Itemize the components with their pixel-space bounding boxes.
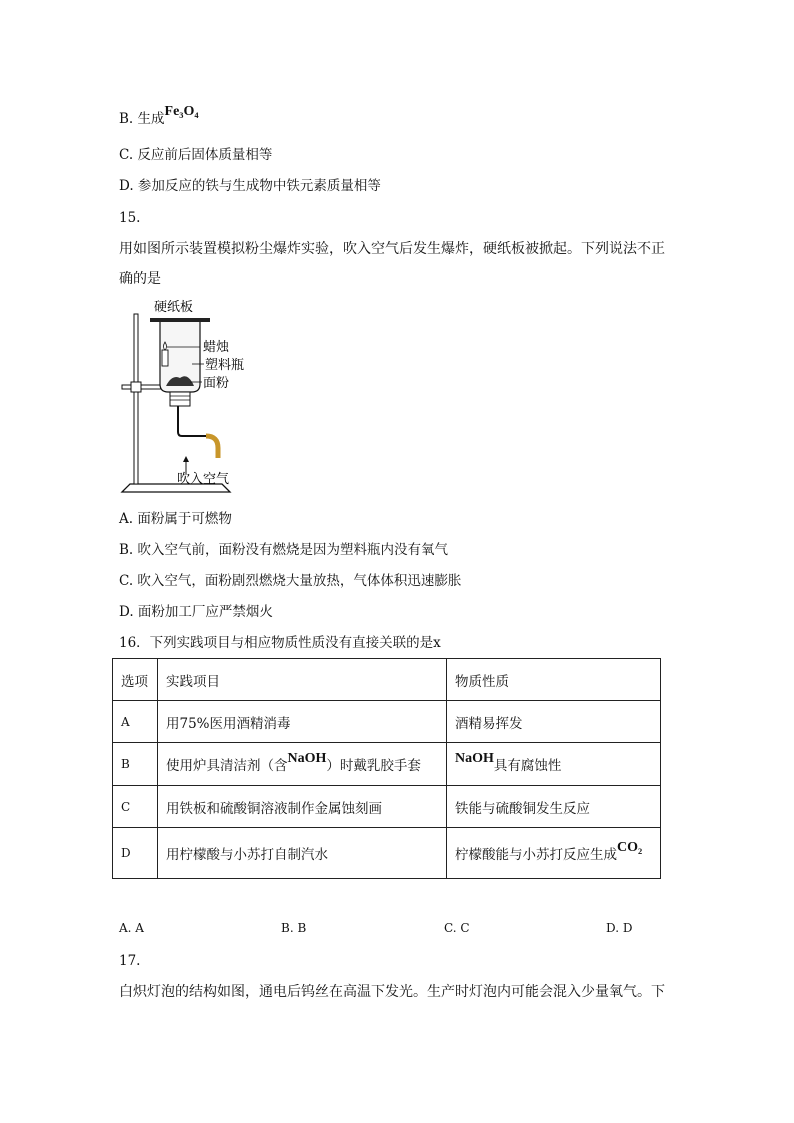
row-project: 用75%医用酒精消毒 xyxy=(158,701,447,743)
q15-option-a: A. 面粉属于可燃物 xyxy=(119,511,232,527)
q17-stem-line1: 白炽灯泡的结构如图，通电后钨丝在高温下发光。生产时灯泡内可能会混入少量氧气。下 xyxy=(119,984,665,1000)
label-bottle: 塑料瓶 xyxy=(205,358,245,373)
row-key: D xyxy=(113,828,158,879)
row-project: 使用炉具清洁剂（含NaOH）时戴乳胶手套 xyxy=(158,743,447,786)
naoh-formula: NaOH xyxy=(455,750,494,766)
q14-option-c: C. 反应前后固体质量相等 xyxy=(119,147,273,163)
row-key: A xyxy=(113,701,158,743)
dust-explosion-apparatus-figure xyxy=(112,292,262,502)
row-property: 酒精易挥发 xyxy=(447,701,661,743)
q16-answer-c: C. C xyxy=(444,921,470,935)
q14-option-d: D. 参加反应的铁与生成物中铁元素质量相等 xyxy=(119,178,381,194)
row-key: B xyxy=(113,743,158,786)
q16-answer-d: D. D xyxy=(606,921,633,935)
q15-option-d: D. 面粉加工厂应严禁烟火 xyxy=(119,604,273,620)
label-blow-air: 吹入空气 xyxy=(177,472,230,487)
header-option: 选项 xyxy=(113,659,158,701)
table-row xyxy=(113,743,661,786)
header-property: 物质性质 xyxy=(447,659,661,701)
q15-option-b: B. 吹入空气前，面粉没有燃烧是因为塑料瓶内没有氧气 xyxy=(119,542,449,558)
row-project: 用柠檬酸与小苏打自制汽水 xyxy=(158,828,447,879)
label-candle: 蜡烛 xyxy=(203,340,230,355)
row-property: 柠檬酸能与小苏打反应生成CO₂ xyxy=(447,828,661,879)
q14-option-b-formula: Fe₃O₄ xyxy=(164,104,199,119)
q16-stem: 16．下列实践项目与相应物质性质没有直接关联的是x xyxy=(119,635,441,651)
q15-option-c: C. 吹入空气，面粉剧烈燃烧大量放热，气体体积迅速膨胀 xyxy=(119,573,462,589)
q16-answer-b: B. B xyxy=(281,921,307,935)
row-property: NaOH具有腐蚀性 xyxy=(447,743,661,786)
row-property: 铁能与硫酸铜发生反应 xyxy=(447,786,661,828)
row-project: 用铁板和硫酸铜溶液制作金属蚀刻画 xyxy=(158,786,447,828)
label-board: 硬纸板 xyxy=(154,300,194,315)
q14-option-b: B. 生成Fe₃O₄ xyxy=(119,104,199,127)
q15-stem-line2: 确的是 xyxy=(119,271,161,287)
label-flour: 面粉 xyxy=(203,376,230,391)
co2-formula: CO₂ xyxy=(617,839,643,855)
q15-number: 15. xyxy=(119,210,141,226)
q16-table xyxy=(112,658,661,879)
table-row xyxy=(113,786,661,828)
row-key: C xyxy=(113,786,158,828)
table-row xyxy=(113,828,661,879)
q15-stem-line1: 用如图所示装置模拟粉尘爆炸实验，吹入空气后发生爆炸，硬纸板被掀起。下列说法不正 xyxy=(119,241,665,257)
table-row xyxy=(113,701,661,743)
q17-number: 17. xyxy=(119,953,141,969)
header-project: 实践项目 xyxy=(158,659,447,701)
q16-answer-a: A. A xyxy=(119,921,144,935)
naoh-formula: NaOH xyxy=(287,750,327,766)
table-header-row xyxy=(113,659,661,701)
